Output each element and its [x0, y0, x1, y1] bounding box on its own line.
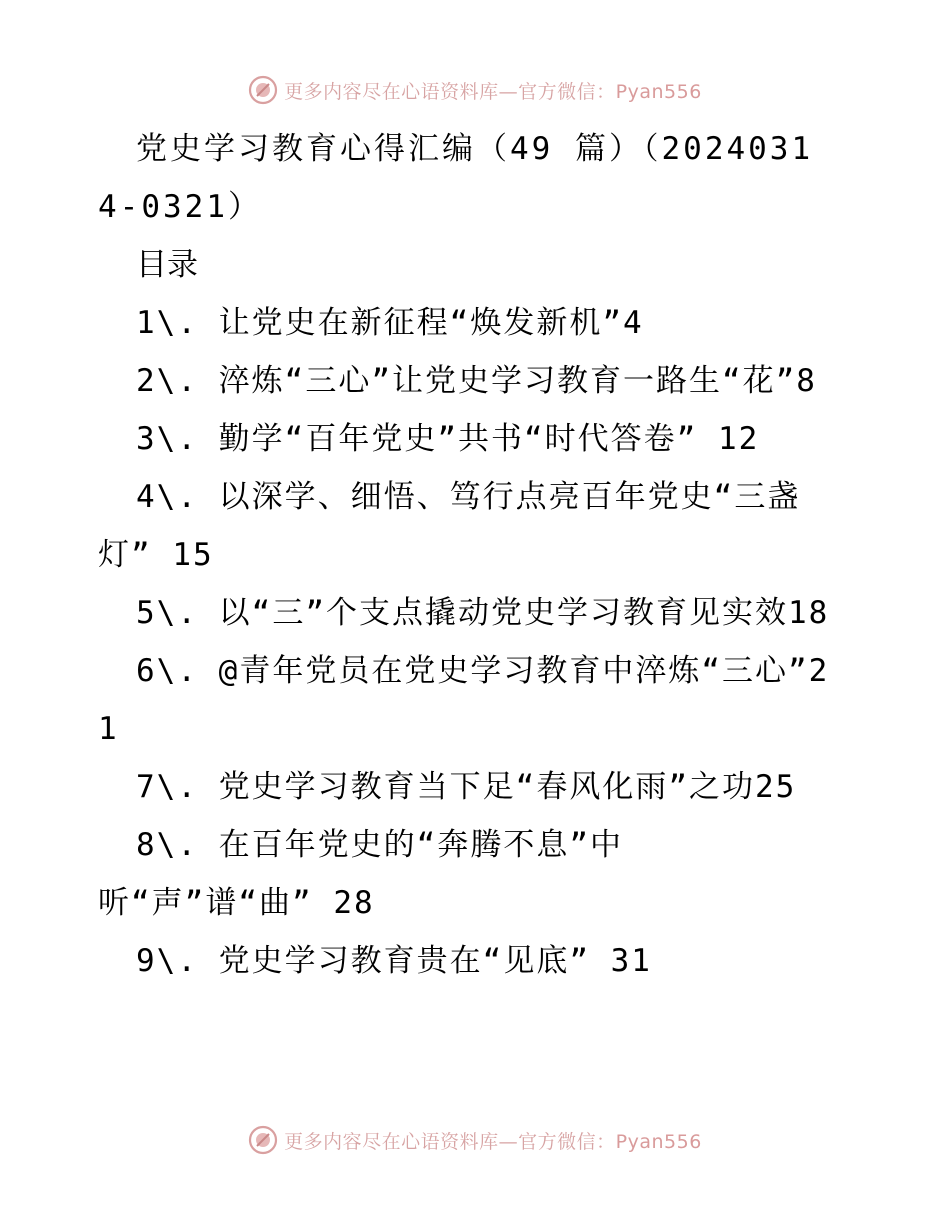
watermark-text: 更多内容尽在心语资料库—官方微信：Pyan556	[284, 1130, 702, 1153]
toc-item[interactable]: 2\. 淬炼“三心”让党史学习教育一路生“花”8	[136, 363, 817, 399]
watermark-header	[0, 70, 950, 110]
watermark-text: 更多内容尽在心语资料库—官方微信：Pyan556	[284, 80, 702, 103]
toc-item[interactable]: 9\. 党史学习教育贵在“见底” 31	[136, 943, 652, 979]
watermark-footer	[0, 1120, 950, 1160]
document-title: 党史学习教育心得汇编（49 篇）（20240314-0321）	[98, 131, 814, 225]
toc-item[interactable]: 3\. 勤学“百年党史”共书“时代答卷” 12	[136, 421, 760, 457]
toc-item[interactable]: 6\. @青年党员在党史学习教育中淬炼“三心”21	[98, 653, 830, 747]
toc-item[interactable]: 4\. 以深学、细悟、笃行点亮百年党史“三盏灯” 15	[98, 479, 801, 573]
toc-item[interactable]: 5\. 以“三”个支点撬动党史学习教育见实效18	[136, 595, 830, 631]
seal-logo-icon	[248, 1125, 278, 1155]
toc-heading: 目录	[136, 247, 198, 283]
document-body	[98, 120, 830, 990]
toc-item[interactable]: 1\. 让党史在新征程“焕发新机”4	[136, 305, 644, 341]
seal-logo-icon	[248, 75, 278, 105]
toc-item[interactable]: 7\. 党史学习教育当下足“春风化雨”之功25	[136, 769, 797, 805]
toc-item[interactable]: 8\. 在百年党史的“奔腾不息”中听“声”谱“曲” 28	[98, 827, 623, 921]
